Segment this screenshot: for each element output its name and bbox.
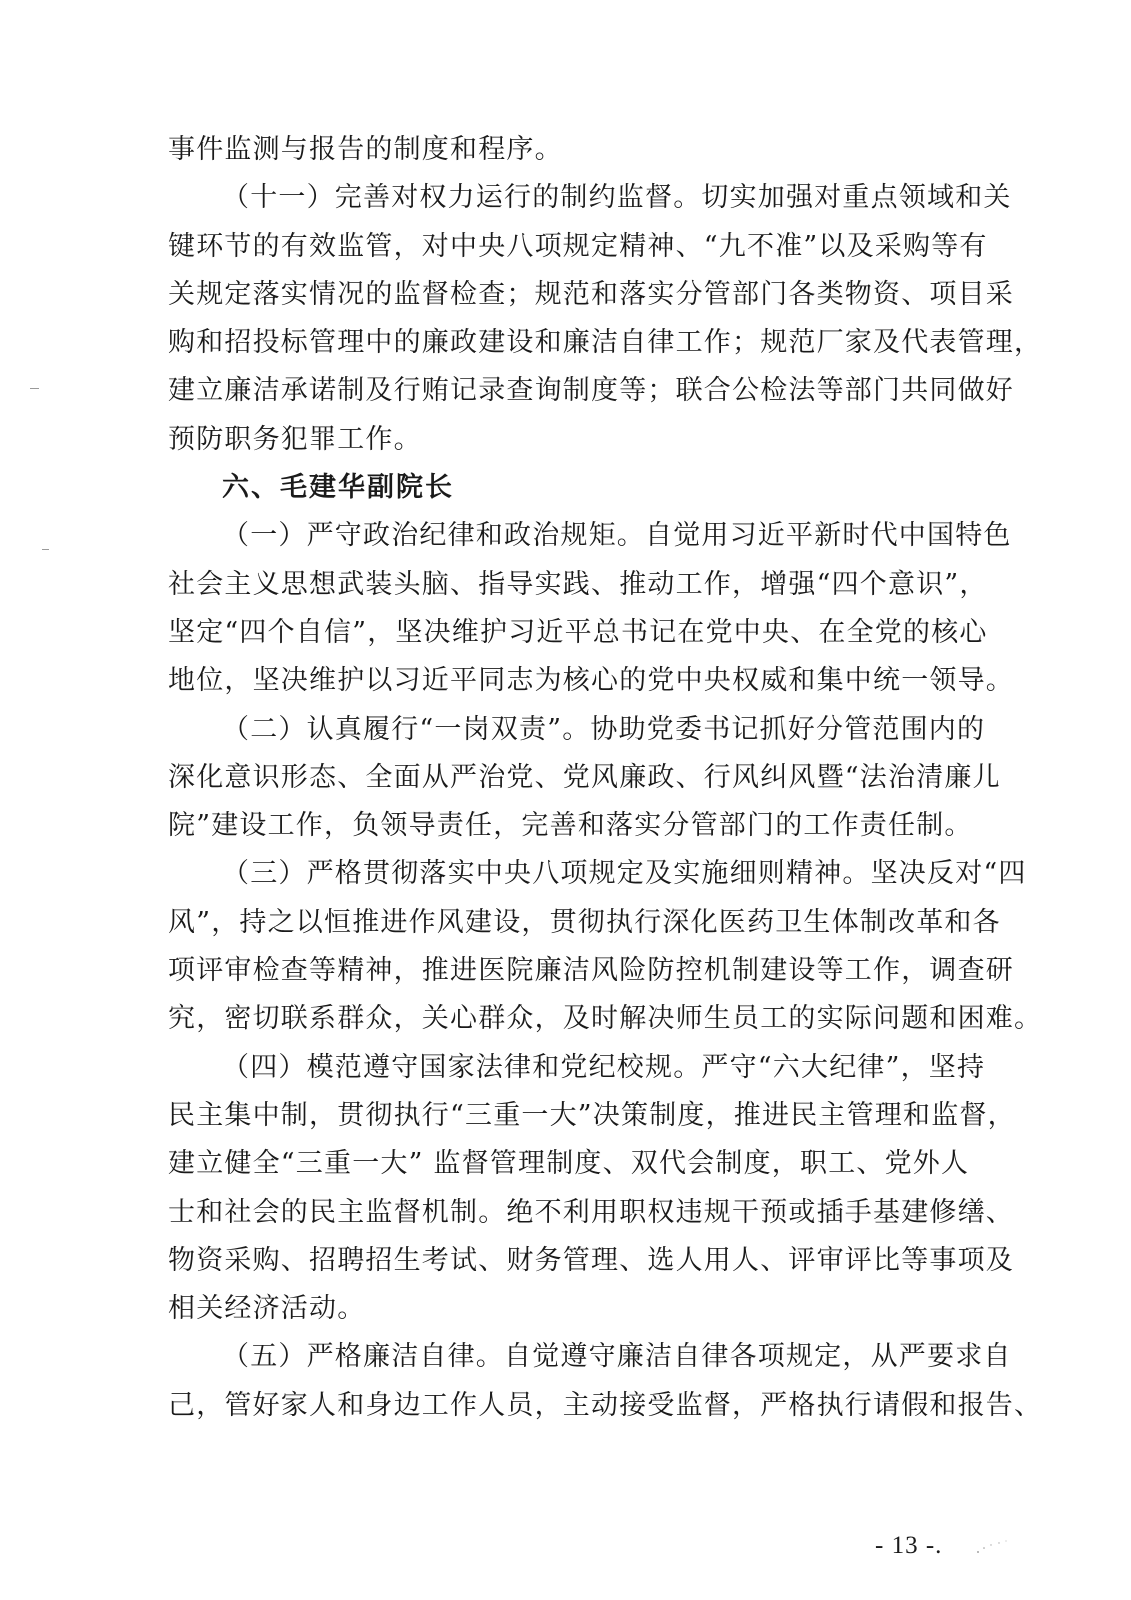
paragraph-line: 相关经济活动。 — [168, 1293, 366, 1325]
scan-mark — [30, 388, 39, 389]
paragraph-line: 键环节的有效监管，对中央八项规定精神、“九不准”以及采购等有 — [168, 230, 988, 262]
paragraph-line: 物资采购、招聘招生考试、财务管理、选人用人、评审评比等事项及 — [168, 1244, 1014, 1276]
scan-speckle — [975, 1537, 1015, 1557]
paragraph-line: （一）严守政治纪律和政治规矩。自觉用习近平新时代中国特色 — [222, 520, 1012, 552]
paragraph-line: 究，密切联系群众，关心群众，及时解决师生员工的实际问题和困难。 — [168, 1003, 1043, 1035]
paragraph-line: （二）认真履行“一岗双责”。协助党委书记抓好分管范围内的 — [222, 713, 986, 745]
paragraph-line: （五）严格廉洁自律。自觉遵守廉洁自律各项规定，从严要求自 — [222, 1341, 1012, 1373]
paragraph-line: 士和社会的民主监督机制。绝不利用职权违规干预或插手基建修缮、 — [168, 1196, 1014, 1228]
paragraph-line: （四）模范遵守国家法律和党纪校规。严守“六大纪律”，坚持 — [222, 1051, 986, 1083]
paragraph-line: 己，管好家人和身边工作人员，主动接受监督，严格执行请假和报告、 — [168, 1389, 1043, 1421]
paragraph-line: 事件监测与报告的制度和程序。 — [168, 134, 563, 165]
page-number: - 13 -. — [875, 1532, 943, 1559]
scan-mark — [42, 549, 49, 550]
paragraph-line: （三）严格贯彻落实中央八项规定及实施细则精神。坚决反对“四 — [222, 858, 1027, 890]
paragraph-line: 深化意识形态、全面从严治党、党风廉政、行风纠风暨“法治清廉儿 — [168, 761, 1001, 793]
paragraph-line: 建立健全“三重一大” 监督管理制度、双代会制度，职工、党外人 — [168, 1148, 970, 1180]
paragraph-line: 购和招投标管理中的廉政建设和廉洁自律工作；规范厂家及代表管理， — [168, 327, 1043, 359]
paragraph-line: 建立廉洁承诺制及行贿记录查询制度等；联合公检法等部门共同做好 — [168, 375, 1014, 407]
section-heading: 六、毛建华副院长 — [222, 472, 454, 504]
paragraph-line: 预防职务犯罪工作。 — [168, 423, 422, 455]
paragraph-line: 地位，坚决维护以习近平同志为核心的党中央权威和集中统一领导。 — [168, 665, 1014, 697]
paragraph-line: （十一）完善对权力运行的制约监督。切实加强对重点领域和关 — [222, 182, 1012, 214]
paragraph-line: 坚定“四个自信”，坚决维护习近平总书记在党中央、在全党的核心 — [168, 616, 988, 648]
paragraph-line: 院”建设工作，负领导责任，完善和落实分管部门的工作责任制。 — [168, 810, 973, 842]
paragraph-line: 民主集中制，贯彻执行“三重一大”决策制度，推进民主管理和监督， — [168, 1099, 1016, 1131]
paragraph-line: 风”，持之以恒推进作风建设，贯彻执行深化医药卫生体制改革和各 — [168, 906, 1001, 938]
paragraph-line: 社会主义思想武装头脑、指导实践、推动工作，增强“四个意识”， — [168, 568, 988, 600]
paragraph-line: 项评审检查等精神，推进医院廉洁风险防控机制建设等工作，调查研 — [168, 955, 1014, 987]
paragraph-line: 关规定落实情况的监督检查；规范和落实分管部门各类物资、项目采 — [168, 278, 1014, 310]
document-body — [168, 126, 1043, 1430]
